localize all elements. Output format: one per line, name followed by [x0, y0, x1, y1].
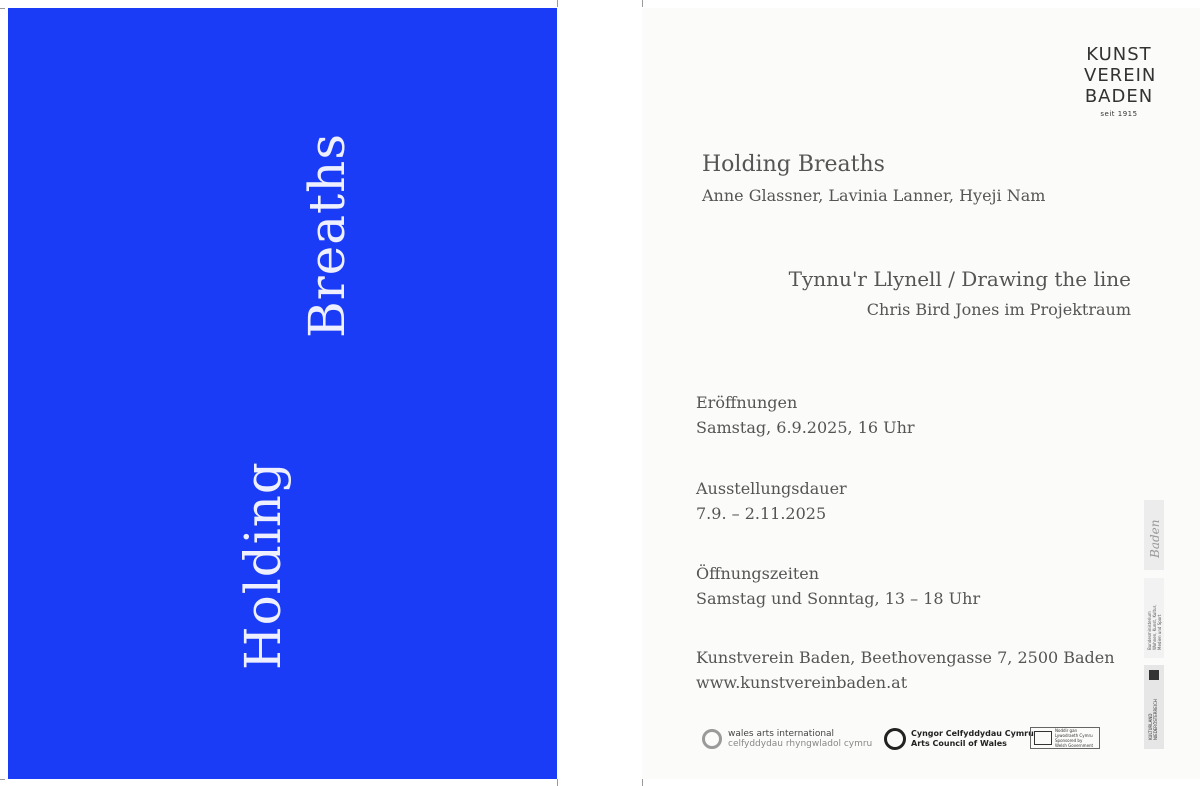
noe-line: KULTURLAND — [1148, 713, 1153, 740]
crop-mark — [557, 779, 558, 786]
crop-mark — [557, 0, 558, 7]
kulturland-noe-text — [1148, 699, 1158, 740]
address: Kunstverein Baden, Beethovengasse 7, 2500 Baden — [696, 648, 1115, 667]
logo-line-baden: BADEN — [1084, 86, 1154, 107]
logo-line-verein: VEREIN — [1084, 65, 1157, 86]
hours-value: Samstag und Sonntag, 13 – 18 Uhr — [696, 589, 981, 608]
arts-council-wales-logo — [884, 727, 1034, 751]
acw-name-welsh: Cyngor Celfyddydau Cymru — [911, 729, 1034, 738]
exhibition-2-subtitle: Chris Bird Jones im Projektraum — [866, 300, 1131, 319]
baden-wordmark: Baden — [1148, 519, 1162, 558]
hours-label: Öffnungszeiten — [696, 564, 820, 583]
wai-name: wales arts international — [728, 729, 835, 739]
wai-ring-icon — [702, 729, 722, 749]
noe-mark-icon — [1149, 670, 1159, 680]
welsh-government-logo — [1030, 727, 1100, 749]
wai-name-welsh: celfyddydau rhyngwladol cymru — [728, 739, 873, 749]
logo-line-kunst: KUNST — [1086, 44, 1152, 65]
welsh-gov-line: Noddir gan — [1055, 728, 1078, 733]
cover-panel — [8, 8, 557, 779]
exhibition-1-artists: Anne Glassner, Lavinia Lanner, Hyeji Nam — [702, 186, 1046, 205]
cover-word-breaths: Breaths — [298, 133, 356, 338]
bm-line: Medien und Sport — [1157, 614, 1162, 650]
wales-arts-international-logo — [702, 728, 872, 750]
exhibition-1-title: Holding Breaths — [702, 152, 885, 177]
opening-value: Samstag, 6.9.2025, 16 Uhr — [696, 418, 915, 437]
welsh-gov-line: Lywodraeth Cymru — [1055, 733, 1093, 738]
kunstverein-baden-logo — [1084, 44, 1157, 119]
welsh-gov-line: Sponsored by — [1055, 738, 1083, 743]
duration-value: 7.9. – 2.11.2025 — [696, 504, 827, 523]
crop-mark — [642, 0, 643, 7]
crop-mark — [0, 8, 5, 9]
crop-mark — [642, 779, 643, 786]
noe-line: NIEDERÖSTERREICH — [1153, 699, 1158, 740]
welsh-gov-line: Welsh Government — [1055, 743, 1094, 748]
bm-line: Wohnen, Kunst, Kultur, — [1152, 604, 1157, 650]
sponsor-strip — [1144, 500, 1164, 749]
acw-name: Arts Council of Wales — [911, 739, 1007, 748]
cover-word-holding: Holding — [234, 461, 292, 670]
exhibition-2-title: Tynnu'r Llynell / Drawing the line — [788, 267, 1131, 291]
website-link[interactable]: www.kunstvereinbaden.at — [696, 673, 908, 692]
crop-mark — [0, 779, 5, 780]
logo-since: seit 1915 — [1100, 110, 1138, 118]
acw-ring-icon — [884, 728, 906, 750]
opening-label: Eröffnungen — [696, 393, 798, 412]
bm-line: Bundesministerium — [1147, 611, 1152, 650]
duration-label: Ausstellungsdauer — [696, 479, 847, 498]
bundesministerium-text — [1147, 604, 1162, 650]
dragon-icon — [1034, 731, 1052, 745]
